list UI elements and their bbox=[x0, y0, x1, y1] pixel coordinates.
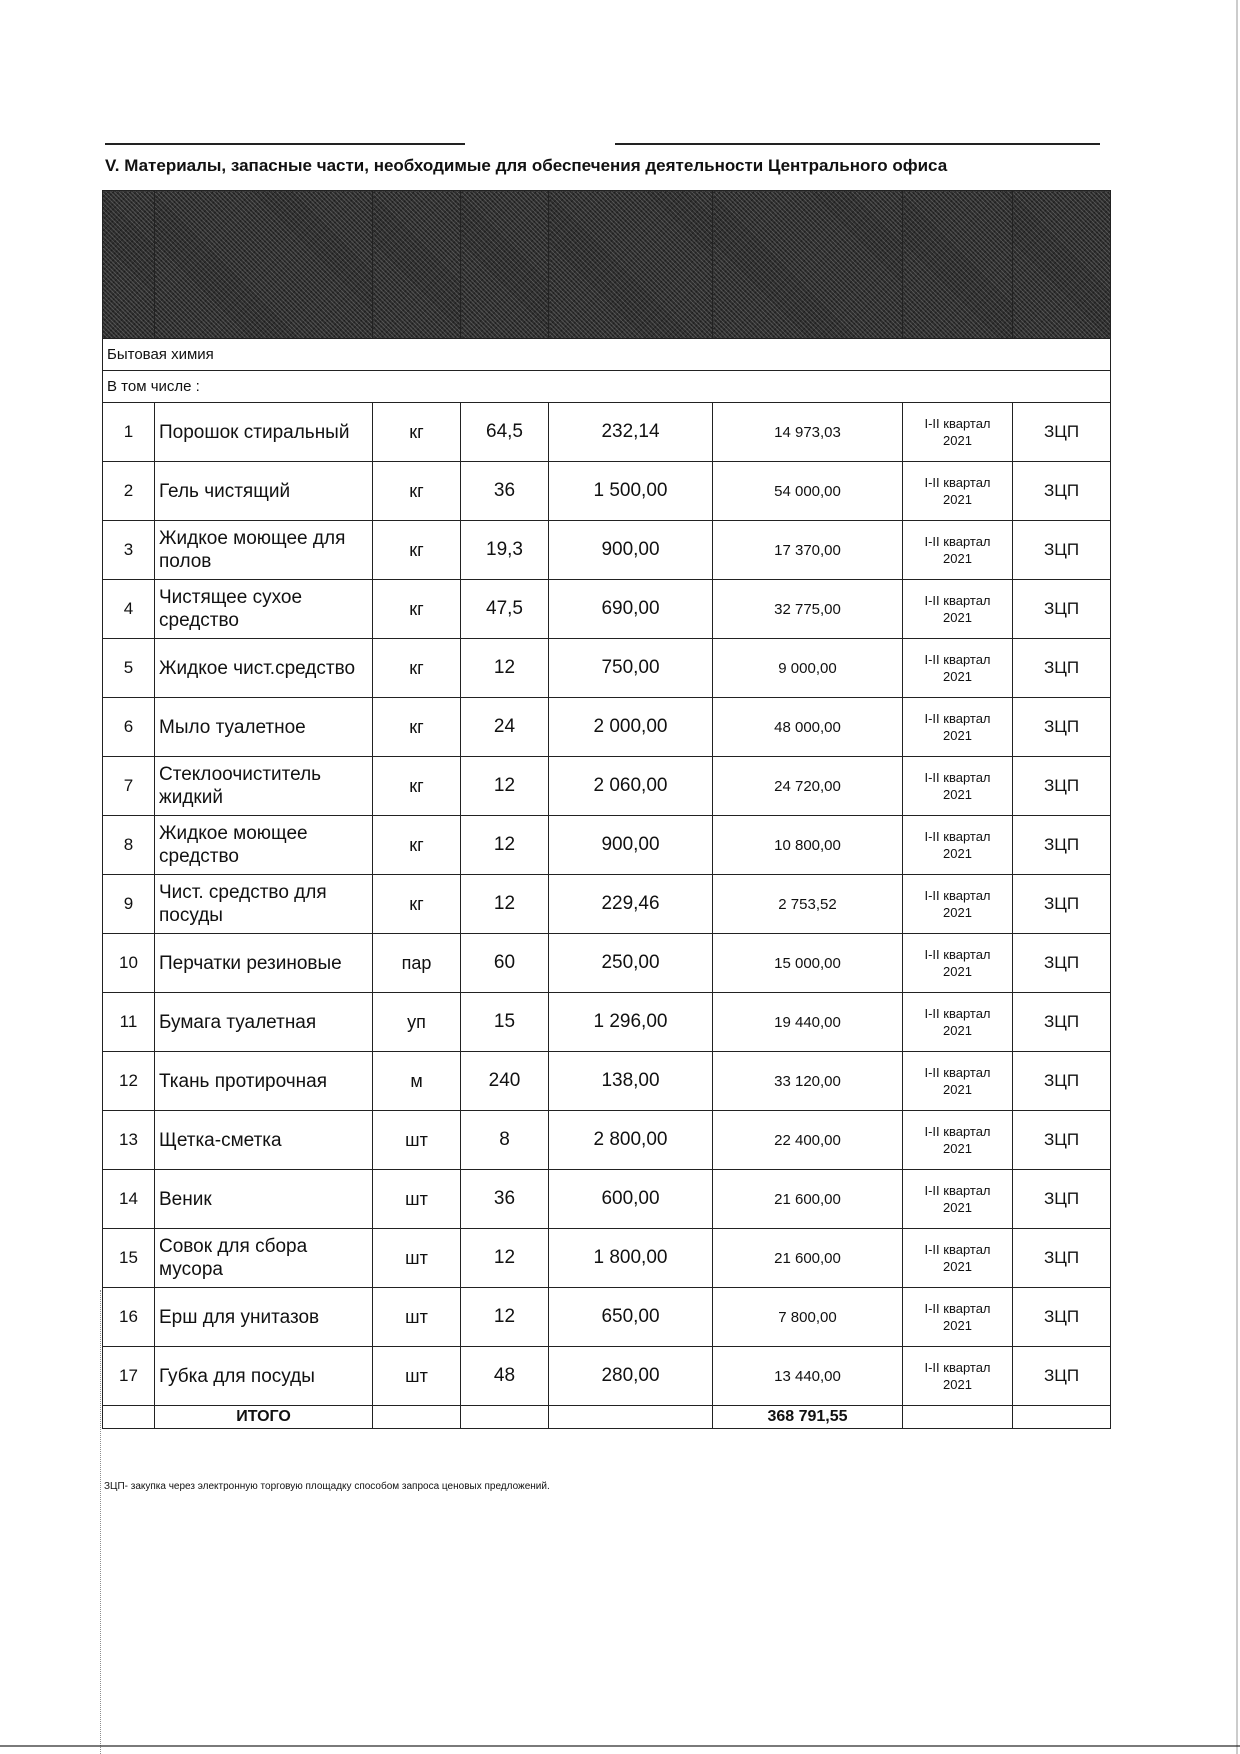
item-method: ЗЦП bbox=[1013, 1170, 1111, 1229]
header-cell-sum bbox=[713, 191, 903, 339]
item-period-quarter: I-II квартал bbox=[924, 1065, 991, 1080]
item-quantity: 64,5 bbox=[461, 403, 549, 462]
item-period-year: 2021 bbox=[943, 728, 972, 743]
item-sum: 7 800,00 bbox=[713, 1288, 903, 1347]
item-period-quarter: I-II квартал bbox=[924, 593, 991, 608]
item-number: 6 bbox=[103, 698, 155, 757]
page-title: V. Материалы, запасные части, необходимые для обеспечения деятельности Центрального офиса bbox=[105, 156, 948, 175]
footnote: ЗЦП- закупка через электронную торговую площадку способом запроса ценовых предложений. bbox=[104, 1481, 550, 1492]
item-period-year: 2021 bbox=[943, 610, 972, 625]
table-row bbox=[103, 934, 1111, 993]
item-price: 138,00 bbox=[549, 1052, 713, 1111]
item-number: 17 bbox=[103, 1347, 155, 1406]
total-cell-qty bbox=[461, 1406, 549, 1429]
item-period bbox=[903, 875, 1013, 934]
item-method: ЗЦП bbox=[1013, 1229, 1111, 1288]
item-number: 11 bbox=[103, 993, 155, 1052]
item-sum: 48 000,00 bbox=[713, 698, 903, 757]
item-quantity: 12 bbox=[461, 757, 549, 816]
top-rule-left bbox=[105, 143, 465, 145]
item-period bbox=[903, 1111, 1013, 1170]
section-label: Бытовая химия bbox=[103, 339, 1111, 371]
header-cell-period bbox=[903, 191, 1013, 339]
table-row bbox=[103, 816, 1111, 875]
item-number: 15 bbox=[103, 1229, 155, 1288]
item-period-quarter: I-II квартал bbox=[924, 416, 991, 431]
item-price: 1 296,00 bbox=[549, 993, 713, 1052]
item-method: ЗЦП bbox=[1013, 521, 1111, 580]
item-unit: кг bbox=[373, 875, 461, 934]
item-sum: 24 720,00 bbox=[713, 757, 903, 816]
scan-edge-bottom bbox=[0, 1745, 1240, 1747]
item-name: Жидкое моющее средство bbox=[155, 816, 373, 875]
header-cell-qty bbox=[461, 191, 549, 339]
item-number: 12 bbox=[103, 1052, 155, 1111]
item-quantity: 15 bbox=[461, 993, 549, 1052]
table-row bbox=[103, 580, 1111, 639]
item-name: Щетка-сметка bbox=[155, 1111, 373, 1170]
item-period-year: 2021 bbox=[943, 964, 972, 979]
item-number: 16 bbox=[103, 1288, 155, 1347]
item-period-quarter: I-II квартал bbox=[924, 534, 991, 549]
item-sum: 10 800,00 bbox=[713, 816, 903, 875]
item-price: 2 800,00 bbox=[549, 1111, 713, 1170]
item-period bbox=[903, 521, 1013, 580]
item-method: ЗЦП bbox=[1013, 993, 1111, 1052]
item-unit: кг bbox=[373, 403, 461, 462]
item-method: ЗЦП bbox=[1013, 403, 1111, 462]
item-name: Перчатки резиновые bbox=[155, 934, 373, 993]
item-name: Бумага туалетная bbox=[155, 993, 373, 1052]
item-name: Ткань протирочная bbox=[155, 1052, 373, 1111]
item-sum: 21 600,00 bbox=[713, 1170, 903, 1229]
item-period bbox=[903, 757, 1013, 816]
table-row bbox=[103, 639, 1111, 698]
item-name: Чистящее сухое средство bbox=[155, 580, 373, 639]
item-unit: пар bbox=[373, 934, 461, 993]
item-number: 1 bbox=[103, 403, 155, 462]
item-method: ЗЦП bbox=[1013, 816, 1111, 875]
item-number: 7 bbox=[103, 757, 155, 816]
item-period-year: 2021 bbox=[943, 846, 972, 861]
item-quantity: 240 bbox=[461, 1052, 549, 1111]
item-period bbox=[903, 1229, 1013, 1288]
item-period bbox=[903, 816, 1013, 875]
item-unit: шт bbox=[373, 1288, 461, 1347]
item-name: Губка для посуды bbox=[155, 1347, 373, 1406]
item-period bbox=[903, 1347, 1013, 1406]
item-period bbox=[903, 1288, 1013, 1347]
item-sum: 22 400,00 bbox=[713, 1111, 903, 1170]
item-period-quarter: I-II квартал bbox=[924, 770, 991, 785]
item-price: 2 060,00 bbox=[549, 757, 713, 816]
header-cell-unit bbox=[373, 191, 461, 339]
item-quantity: 48 bbox=[461, 1347, 549, 1406]
item-unit: кг bbox=[373, 816, 461, 875]
item-name: Порошок стиральный bbox=[155, 403, 373, 462]
header-cell-name bbox=[155, 191, 373, 339]
item-method: ЗЦП bbox=[1013, 1052, 1111, 1111]
item-unit: шт bbox=[373, 1111, 461, 1170]
item-sum: 9 000,00 bbox=[713, 639, 903, 698]
item-number: 14 bbox=[103, 1170, 155, 1229]
item-period bbox=[903, 1052, 1013, 1111]
total-row bbox=[103, 1406, 1111, 1429]
item-price: 750,00 bbox=[549, 639, 713, 698]
item-period-year: 2021 bbox=[943, 787, 972, 802]
item-unit: кг bbox=[373, 757, 461, 816]
item-period-quarter: I-II квартал bbox=[924, 829, 991, 844]
item-period-year: 2021 bbox=[943, 1318, 972, 1333]
item-method: ЗЦП bbox=[1013, 934, 1111, 993]
header-cell-num bbox=[103, 191, 155, 339]
item-period-quarter: I-II квартал bbox=[924, 888, 991, 903]
subsection-row bbox=[103, 371, 1111, 403]
table-row bbox=[103, 1229, 1111, 1288]
item-period-year: 2021 bbox=[943, 1259, 972, 1274]
item-number: 2 bbox=[103, 462, 155, 521]
item-quantity: 8 bbox=[461, 1111, 549, 1170]
section-row bbox=[103, 339, 1111, 371]
item-period bbox=[903, 580, 1013, 639]
item-name: Стеклоочиститель жидкий bbox=[155, 757, 373, 816]
total-cell-unit bbox=[373, 1406, 461, 1429]
item-method: ЗЦП bbox=[1013, 698, 1111, 757]
table-row bbox=[103, 993, 1111, 1052]
item-number: 10 bbox=[103, 934, 155, 993]
table-row bbox=[103, 1170, 1111, 1229]
item-quantity: 12 bbox=[461, 1229, 549, 1288]
item-number: 8 bbox=[103, 816, 155, 875]
item-method: ЗЦП bbox=[1013, 757, 1111, 816]
item-unit: кг bbox=[373, 698, 461, 757]
total-label: ИТОГО bbox=[155, 1406, 373, 1429]
item-period-year: 2021 bbox=[943, 433, 972, 448]
total-cell-price bbox=[549, 1406, 713, 1429]
item-quantity: 24 bbox=[461, 698, 549, 757]
item-period-year: 2021 bbox=[943, 1200, 972, 1215]
item-quantity: 36 bbox=[461, 1170, 549, 1229]
item-period-quarter: I-II квартал bbox=[924, 1183, 991, 1198]
table-row bbox=[103, 1052, 1111, 1111]
item-sum: 21 600,00 bbox=[713, 1229, 903, 1288]
item-unit: шт bbox=[373, 1170, 461, 1229]
item-period bbox=[903, 993, 1013, 1052]
item-name: Чист. средство для посуды bbox=[155, 875, 373, 934]
top-rule-right bbox=[615, 143, 1100, 145]
item-quantity: 36 bbox=[461, 462, 549, 521]
item-sum: 54 000,00 bbox=[713, 462, 903, 521]
table-row bbox=[103, 875, 1111, 934]
item-number: 4 bbox=[103, 580, 155, 639]
scan-edge-right bbox=[1236, 0, 1238, 1754]
item-unit: шт bbox=[373, 1347, 461, 1406]
item-number: 3 bbox=[103, 521, 155, 580]
item-period-year: 2021 bbox=[943, 669, 972, 684]
item-period bbox=[903, 698, 1013, 757]
item-method: ЗЦП bbox=[1013, 1288, 1111, 1347]
item-period-year: 2021 bbox=[943, 492, 972, 507]
item-period-quarter: I-II квартал bbox=[924, 1006, 991, 1021]
item-sum: 33 120,00 bbox=[713, 1052, 903, 1111]
item-name: Жидкое моющее для полов bbox=[155, 521, 373, 580]
item-period-year: 2021 bbox=[943, 905, 972, 920]
item-sum: 13 440,00 bbox=[713, 1347, 903, 1406]
total-sum: 368 791,55 bbox=[713, 1406, 903, 1429]
item-number: 13 bbox=[103, 1111, 155, 1170]
table-row bbox=[103, 698, 1111, 757]
table-row bbox=[103, 1111, 1111, 1170]
table-row bbox=[103, 462, 1111, 521]
item-quantity: 60 bbox=[461, 934, 549, 993]
item-period-quarter: I-II квартал bbox=[924, 652, 991, 667]
total-cell-period bbox=[903, 1406, 1013, 1429]
item-name: Совок для сбора мусора bbox=[155, 1229, 373, 1288]
table-row bbox=[103, 1347, 1111, 1406]
item-price: 2 000,00 bbox=[549, 698, 713, 757]
item-price: 1 800,00 bbox=[549, 1229, 713, 1288]
item-period-year: 2021 bbox=[943, 1023, 972, 1038]
item-period-year: 2021 bbox=[943, 551, 972, 566]
item-price: 900,00 bbox=[549, 816, 713, 875]
item-name: Ерш для унитазов bbox=[155, 1288, 373, 1347]
table-row bbox=[103, 757, 1111, 816]
item-period-quarter: I-II квартал bbox=[924, 1360, 991, 1375]
item-sum: 15 000,00 bbox=[713, 934, 903, 993]
item-unit: уп bbox=[373, 993, 461, 1052]
item-period-year: 2021 bbox=[943, 1082, 972, 1097]
item-quantity: 19,3 bbox=[461, 521, 549, 580]
item-name: Веник bbox=[155, 1170, 373, 1229]
item-period-quarter: I-II квартал bbox=[924, 1124, 991, 1139]
header-cell-method bbox=[1013, 191, 1111, 339]
total-cell-method bbox=[1013, 1406, 1111, 1429]
header-cell-price bbox=[549, 191, 713, 339]
item-number: 9 bbox=[103, 875, 155, 934]
item-quantity: 12 bbox=[461, 816, 549, 875]
item-sum: 2 753,52 bbox=[713, 875, 903, 934]
item-quantity: 12 bbox=[461, 875, 549, 934]
item-price: 229,46 bbox=[549, 875, 713, 934]
item-method: ЗЦП bbox=[1013, 1111, 1111, 1170]
item-price: 690,00 bbox=[549, 580, 713, 639]
item-sum: 14 973,03 bbox=[713, 403, 903, 462]
item-unit: кг bbox=[373, 580, 461, 639]
item-period-quarter: I-II квартал bbox=[924, 711, 991, 726]
item-unit: м bbox=[373, 1052, 461, 1111]
item-name: Мыло туалетное bbox=[155, 698, 373, 757]
item-period-quarter: I-II квартал bbox=[924, 947, 991, 962]
item-unit: шт bbox=[373, 1229, 461, 1288]
item-period bbox=[903, 403, 1013, 462]
item-period-quarter: I-II квартал bbox=[924, 1301, 991, 1316]
item-name: Жидкое чист.средство bbox=[155, 639, 373, 698]
item-period-quarter: I-II квартал bbox=[924, 475, 991, 490]
item-period bbox=[903, 462, 1013, 521]
table-row bbox=[103, 1288, 1111, 1347]
item-price: 900,00 bbox=[549, 521, 713, 580]
materials-table bbox=[102, 190, 1111, 1429]
item-quantity: 12 bbox=[461, 1288, 549, 1347]
item-price: 650,00 bbox=[549, 1288, 713, 1347]
item-quantity: 47,5 bbox=[461, 580, 549, 639]
total-cell-num bbox=[103, 1406, 155, 1429]
item-unit: кг bbox=[373, 521, 461, 580]
item-method: ЗЦП bbox=[1013, 580, 1111, 639]
item-price: 280,00 bbox=[549, 1347, 713, 1406]
item-sum: 32 775,00 bbox=[713, 580, 903, 639]
item-price: 232,14 bbox=[549, 403, 713, 462]
item-sum: 17 370,00 bbox=[713, 521, 903, 580]
item-name: Гель чистящий bbox=[155, 462, 373, 521]
item-period bbox=[903, 1170, 1013, 1229]
table-row bbox=[103, 521, 1111, 580]
item-number: 5 bbox=[103, 639, 155, 698]
item-period-year: 2021 bbox=[943, 1377, 972, 1392]
subsection-label: В том числе : bbox=[103, 371, 1111, 403]
item-unit: кг bbox=[373, 462, 461, 521]
item-unit: кг bbox=[373, 639, 461, 698]
item-method: ЗЦП bbox=[1013, 875, 1111, 934]
item-price: 250,00 bbox=[549, 934, 713, 993]
item-sum: 19 440,00 bbox=[713, 993, 903, 1052]
item-method: ЗЦП bbox=[1013, 462, 1111, 521]
item-price: 1 500,00 bbox=[549, 462, 713, 521]
item-period-year: 2021 bbox=[943, 1141, 972, 1156]
item-method: ЗЦП bbox=[1013, 1347, 1111, 1406]
header-row bbox=[103, 191, 1111, 339]
item-period-quarter: I-II квартал bbox=[924, 1242, 991, 1257]
item-quantity: 12 bbox=[461, 639, 549, 698]
table-row bbox=[103, 403, 1111, 462]
item-price: 600,00 bbox=[549, 1170, 713, 1229]
item-period bbox=[903, 934, 1013, 993]
item-method: ЗЦП bbox=[1013, 639, 1111, 698]
item-period bbox=[903, 639, 1013, 698]
